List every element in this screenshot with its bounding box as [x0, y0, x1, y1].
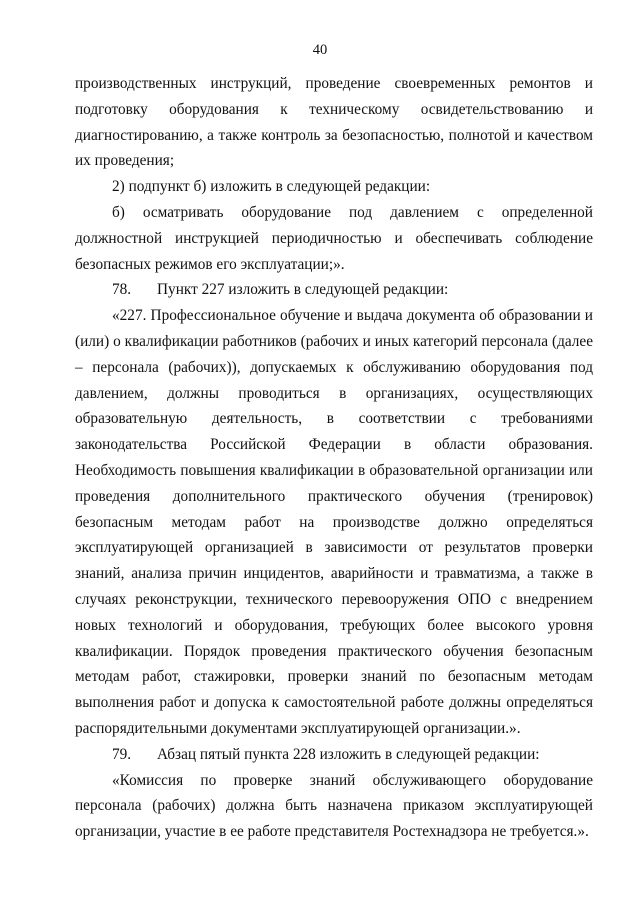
item-78-text: Пункт 227 изложить в следующей редакции: — [157, 281, 449, 299]
paragraph-point-227: «227. Профессиональное обучение и выдача документа об образовании и (или) о квалификации работников (рабочих и иных категорий персонала (далее – персонала (рабочих)), допускаемых к обслуживанию оборудования под давлением, должны проводиться в организациях, осуществляющих образовательную деятельность, в соответствии с требованиями законодательства Российской Федерации в области образования. Необходимость повышения квалификации в образовательной организации или проведения дополнительного практического обучения (тренировок) безопасным методам работ на производстве должно определяться эксплуатирующей организацией в зависимости от результатов проверки знаний, анализа причин инцидентов, аварийности и травматизма, а также в случаях реконструкции, технического перевооружения ОПО с внедрением новых технологий и оборудования, требующих более высокого уровня квалификации. Порядок проведения практического обучения безопасным методам работ, стажировки, проверки знаний по безопасным методам выполнения работ и допуска к самостоятельной работе должны определяться распорядительными документами эксплуатирующей организации.». — [75, 307, 593, 737]
item-79-text: Абзац пятый пункта 228 изложить в следующей редакции: — [157, 745, 540, 763]
item-number-78: 78. — [112, 281, 132, 299]
paragraph-item-79 — [75, 742, 593, 768]
paragraph-subitem-2: 2) подпункт б) изложить в следующей редакции: — [112, 178, 431, 196]
paragraph-subitem-b: б) осматривать оборудование под давлением с определенной должностной инструкцией периодичностью и обеспечивать соблюдение безопасных режимов его эксплуатации;». — [75, 203, 593, 273]
paragraph-item-78 — [75, 277, 593, 303]
paragraph-commission: «Комиссия по проверке знаний обслуживающего оборудование персонала (рабочих) должна быть назначена приказом эксплуатирующей организации, участие в ее работе представителя Ростехнадзора не требуется.». — [75, 771, 593, 841]
page-number: 40 — [312, 42, 328, 58]
document-body — [75, 71, 593, 845]
paragraph-continuation: производственных инструкций, проведение своевременных ремонтов и подготовку оборудования к техническому освидетельствованию и диагностированию, а также контроль за безопасностью, полнотой и качеством их проведения; — [75, 75, 593, 170]
item-number-79: 79. — [112, 745, 132, 763]
